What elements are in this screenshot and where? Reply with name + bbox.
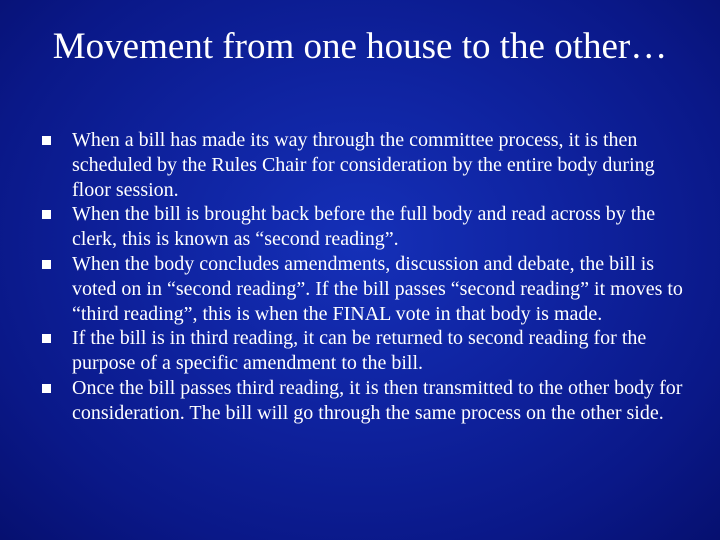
bullet-text: If the bill is in third reading, it can be returned to second reading for the purpose of a specific amendment to the bill. — [72, 327, 647, 375]
bullet-item — [40, 128, 690, 202]
square-bullet-icon — [42, 334, 51, 343]
bullet-item — [40, 202, 690, 252]
bullet-item — [40, 326, 690, 376]
square-bullet-icon — [42, 136, 51, 145]
bullet-item — [40, 376, 690, 426]
bullet-list — [40, 128, 690, 426]
bullet-text: When the bill is brought back before the full body and read across by the clerk, this is known as “second reading”. — [72, 203, 656, 251]
bullet-text: When the body concludes amendments, discussion and debate, the bill is voted on in “second reading”. If the bill passes “second reading” it moves to “third reading”, this is when the FINAL vote in that body is made. — [72, 252, 683, 325]
square-bullet-icon — [42, 260, 51, 269]
square-bullet-icon — [42, 384, 51, 393]
bullet-text: When a bill has made its way through the committee process, it is then scheduled by the Rules Chair for consideration by the entire body during floor session. — [72, 129, 655, 201]
bullet-text: Once the bill passes third reading, it is then transmitted to the other body for consideration. The bill will go through the same process on the other side. — [72, 376, 683, 424]
square-bullet-icon — [42, 210, 51, 219]
bullet-item — [40, 252, 690, 326]
slide-title: Movement from one house to the other… — [52, 26, 668, 67]
